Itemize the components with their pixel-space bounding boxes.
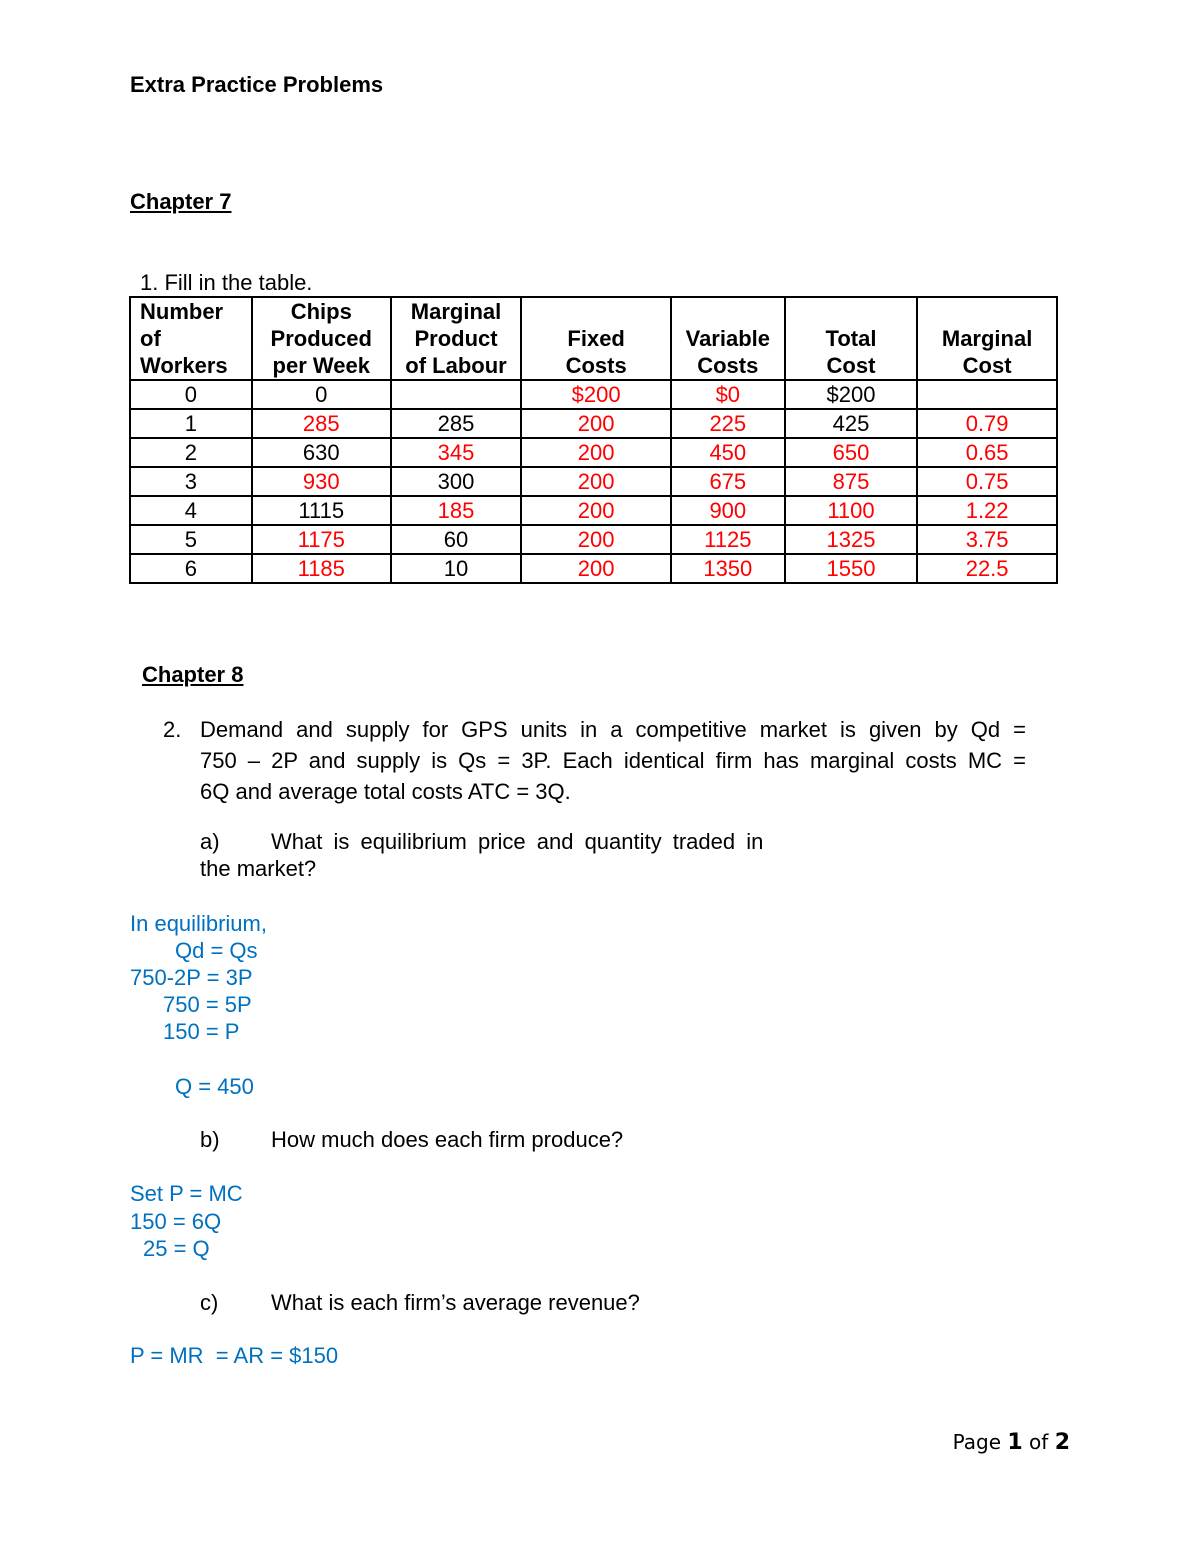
table-row [130, 554, 1057, 583]
table-cell: 0 [252, 380, 391, 409]
header-line: Marginal [410, 299, 502, 324]
answer-a-line: Qd = Qs [175, 938, 258, 963]
header-line: Total [825, 326, 877, 351]
table-cell: 200 [521, 467, 670, 496]
question-2-line: 6Q and average total costs ATC = 3Q. [200, 779, 571, 804]
table-cell: 3.75 [917, 525, 1057, 554]
cost-table [129, 296, 1058, 584]
table-cell: 425 [785, 409, 918, 438]
answer-a-line: In equilibrium, [130, 911, 267, 936]
answer-a-line: 150 = P [163, 1019, 240, 1044]
table-cell: 345 [391, 438, 522, 467]
table-cell: 200 [521, 496, 670, 525]
page-footer [953, 1430, 1070, 1455]
header-line: Costs [565, 353, 627, 378]
table-cell: 930 [252, 467, 391, 496]
table-cell: 0.75 [917, 467, 1057, 496]
header-line: Chips [290, 299, 352, 324]
table-cell: 1.22 [917, 496, 1057, 525]
part-a-question-continued: the market? [200, 856, 317, 881]
table-cell: 1125 [671, 525, 785, 554]
question-1: 1. Fill in the table. [140, 270, 313, 295]
header-variable-costs [671, 297, 785, 380]
table-row [130, 496, 1057, 525]
table-cell: 60 [391, 525, 522, 554]
header-total-cost [785, 297, 918, 380]
answer-c: P = MR = AR = $150 [130, 1343, 339, 1368]
answer-b-line: 150 = 6Q [130, 1209, 222, 1234]
header-line: Variable [685, 326, 770, 351]
table-cell: 300 [391, 467, 522, 496]
document-title: Extra Practice Problems [130, 72, 384, 97]
table-row [130, 525, 1057, 554]
table-cell: 285 [252, 409, 391, 438]
table-cell: 1325 [785, 525, 918, 554]
table-row [130, 467, 1057, 496]
table-cell: 1100 [785, 496, 918, 525]
table-row [130, 380, 1057, 409]
table-cell [917, 380, 1057, 409]
chapter-8-heading: Chapter 8 [142, 662, 244, 687]
header-marginal-product [391, 297, 522, 380]
table-cell: 1115 [252, 496, 391, 525]
question-2-text [200, 714, 1026, 807]
header-line: per Week [272, 353, 370, 378]
table-cell: 1550 [785, 554, 918, 583]
header-line: Product [414, 326, 498, 351]
table-cell: 1185 [252, 554, 391, 583]
header-number-of-workers [130, 297, 252, 380]
table-cell: 1175 [252, 525, 391, 554]
question-2-line: Demand and supply for GPS units in a competitive market is given by Qd = [200, 717, 1026, 742]
table-cell: 285 [391, 409, 522, 438]
table-cell: $200 [521, 380, 670, 409]
answer-b-line: Set P = MC [130, 1181, 243, 1206]
part-a-label: a) [200, 829, 220, 854]
table-cell: 1 [130, 409, 252, 438]
header-fixed-costs [521, 297, 670, 380]
table-cell: 2 [130, 438, 252, 467]
question-2-number: 2. [163, 717, 182, 742]
table-cell: 22.5 [917, 554, 1057, 583]
answer-a-line: 750-2P = 3P [130, 965, 253, 990]
header-line: Cost [962, 353, 1012, 378]
table-cell: 875 [785, 467, 918, 496]
table-cell: 675 [671, 467, 785, 496]
table-cell: 200 [521, 525, 670, 554]
footer-page-number: 1 [1007, 1430, 1023, 1455]
table-row [130, 438, 1057, 467]
table-cell: 0.65 [917, 438, 1057, 467]
header-line: Produced [270, 326, 372, 351]
table-cell: 450 [671, 438, 785, 467]
part-a-question: What is equilibrium price and quantity traded in [271, 829, 764, 854]
header-line: Workers [140, 353, 228, 378]
table-cell: 200 [521, 409, 670, 438]
table-row [130, 409, 1057, 438]
table-cell: 900 [671, 496, 785, 525]
table-cell: 6 [130, 554, 252, 583]
header-line: Marginal [941, 326, 1033, 351]
header-line: Number [140, 299, 224, 324]
table-cell: 4 [130, 496, 252, 525]
table-cell: 10 [391, 554, 522, 583]
part-b-label: b) [200, 1127, 220, 1152]
header-line: Fixed [567, 326, 625, 351]
table-body [130, 380, 1057, 583]
table-cell: 630 [252, 438, 391, 467]
footer-page-word: Page [952, 1430, 1002, 1454]
header-line: of Labour [405, 353, 507, 378]
header-line: Costs [697, 353, 759, 378]
table-cell: $0 [671, 380, 785, 409]
table-cell: 200 [521, 554, 670, 583]
table-cell: $200 [785, 380, 918, 409]
table-header-row [130, 297, 1057, 380]
table-cell: 5 [130, 525, 252, 554]
footer-total-pages: 2 [1054, 1430, 1070, 1455]
table-cell [391, 380, 522, 409]
table-cell: 225 [671, 409, 785, 438]
header-marginal-cost [917, 297, 1057, 380]
answer-b-line: 25 = Q [143, 1236, 210, 1261]
header-line: Cost [826, 353, 876, 378]
answer-a-line: Q = 450 [175, 1074, 254, 1099]
footer-of-word: of [1029, 1430, 1049, 1454]
table-cell: 1350 [671, 554, 785, 583]
table-cell: 185 [391, 496, 522, 525]
table-cell: 650 [785, 438, 918, 467]
question-2-line: 750 – 2P and supply is Qs = 3P. Each identical firm has marginal costs MC = [200, 748, 1026, 773]
table-cell: 0.79 [917, 409, 1057, 438]
part-c-label: c) [200, 1290, 219, 1315]
answer-a-line: 750 = 5P [163, 992, 252, 1017]
table-cell: 200 [521, 438, 670, 467]
chapter-7-heading: Chapter 7 [130, 189, 232, 214]
header-chips-produced [252, 297, 391, 380]
part-c-question: What is each firm’s average revenue? [271, 1290, 640, 1315]
part-b-question: How much does each firm produce? [271, 1127, 624, 1152]
table-cell: 0 [130, 380, 252, 409]
table-cell: 3 [130, 467, 252, 496]
header-line: of [140, 326, 161, 351]
